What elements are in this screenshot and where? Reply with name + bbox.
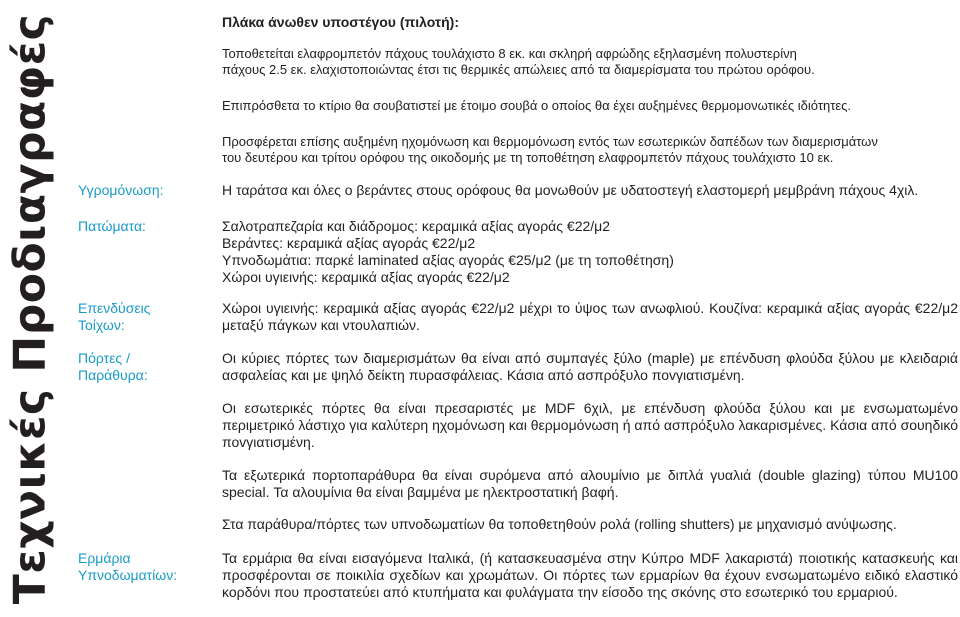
doors-label-line1: Πόρτες / bbox=[78, 350, 130, 366]
floors-line-2: Βεράντες: κεραμικά αξίας αγοράς €22/μ2 bbox=[222, 235, 476, 251]
wardrobes-label-line1: Ερμάρια bbox=[78, 550, 131, 566]
pilotis-paragraph-3 bbox=[222, 134, 958, 166]
doors-paragraph-1: Οι κύριες πόρτες των διαμερισμάτων θα είναι από συμπαγές ξύλο (maple) με επένδυση φλούδα ξύλου με κλειδαριά ασφαλείας και με ψηλό δείκτη πυρασφάλειας. Κάσια από ασπρόξυλο ποvγιατισμένη. bbox=[222, 350, 958, 383]
walls-label-line2: Τοίχων: bbox=[78, 317, 125, 333]
wardrobes-label bbox=[78, 550, 218, 584]
walls-text: Χώροι υγιεινής: κεραμικά αξίας αγοράς €22/μ2 μέχρι το ύψος των ανωφλιού. Κουζίνα: κεραμικά αξίας αγοράς €22/μ2 μεταξύ πάγκων και ντουλαπιών. bbox=[222, 300, 958, 333]
pilotis-paragraph-2: Επιπρόσθετα το κτίριο θα σουβατιστεί με έτοιμο σουβά ο οποίος θα έχει αυξημένες θερμομονωτικές ιδιότητες. bbox=[222, 98, 852, 113]
waterproofing-label: Υγρομόνωση: bbox=[78, 182, 164, 198]
pilotis-p1-line1: Τοποθετείται ελαφρομπετόν πάχους τουλάχιστο 8 εκ. και σκληρή αφρώδης εξηλασμένη πολυστερίνη bbox=[222, 46, 797, 61]
floors-label: Πατώματα: bbox=[78, 218, 146, 234]
floors-line-4: Χώροι υγιεινής: κεραμικά αξίας αγοράς €22/μ2 bbox=[222, 269, 510, 285]
floors-line-3: Υπνοδωμάτια: παρκέ laminated αξίας αγοράς €25/μ2 (με τη τοποθέτηση) bbox=[222, 252, 674, 268]
pilotis-p3-line2: του δευτέρου και τρίτου ορόφου της οικοδομής με τη τοποθέτηση ελαφρομπετόν πάχους τουλάχιστο 10 εκ. bbox=[222, 150, 834, 165]
pilotis-p1-line2: πάχους 2.5 εκ. ελαχιστοποιώντας έτσι τις θερμικές απώλειες από τα διαμερίσματα του πρώτου ορόφου. bbox=[222, 62, 815, 77]
floors-line-1: Σαλοτραπεζαρία και διάδρομος: κεραμικά αξίας αγοράς €22/μ2 bbox=[222, 218, 611, 234]
walls-label-line1: Επενδύσεις bbox=[78, 300, 151, 316]
walls-label bbox=[78, 300, 218, 334]
waterproofing-text: Η ταράτσα και όλες ο βεράντες στους ορόφους θα μονωθούν με υδατοστεγή ελαστομερή μεμβράνη πάχους 4χιλ. bbox=[222, 182, 919, 198]
doors-label bbox=[78, 350, 218, 384]
wardrobes-label-line2: Υπνοδωματίων: bbox=[78, 567, 178, 583]
pilotis-paragraph-1 bbox=[222, 46, 958, 78]
doors-paragraph-4: Στα παράθυρα/πόρτες των υπνοδωματίων θα τοποθετηθούν ρολά (rolling shutters) με μηχανισμό ανύψωσης. bbox=[222, 516, 897, 532]
vertical-page-title bbox=[0, 0, 60, 617]
doors-label-line2: Παράθυρα: bbox=[78, 367, 148, 383]
pilotis-heading: Πλάκα άνωθεν υποστέγου (πιλοτή): bbox=[222, 14, 459, 30]
doors-paragraph-2: Οι εσωτερικές πόρτες θα είναι πρεσαριστές με MDF 6χιλ, με επένδυση φλούδα ξύλου και με ενσωματωμένο περιμετρικό λάστιχο για καλύτερη ηχομόνωση και θερμομόνωση ή από ασπρόξυλο λακαρισμένες. Κάσια από σουηδικό ποvγιατισμένη. bbox=[222, 400, 958, 450]
floors-text bbox=[222, 218, 958, 286]
doors-paragraph-3: Τα εξωτερικά πορτοπαράθυρα θα είναι συρόμενα από αλουμίνιο με διπλά γυαλιά (double glazing) τύπου MU100 special. Τα αλουμίνια θα είναι βαμμένα με ηλεκτροστατική βαφή. bbox=[222, 467, 958, 500]
wardrobes-text: Τα ερμάρια θα είναι εισαγόμενα Ιταλικά, (ή κατασκευασμένα στην Κύπρο MDF λακαριστά) ποιοτικής κατασκευής και προσφέρονται σε ποικιλία σχεδίων και χρωμάτων. Οι πόρτες των ερμαρίων θα έχουν ενσωματωμένο ειδικό ελαστικό κορδόνι που προστατεύει από κτυπήματα και φυλάγματα την είσοδο της σκόνης στο εσωτερικό του ερμαριού. bbox=[222, 550, 958, 600]
pilotis-p3-line1: Προσφέρεται επίσης αυξημένη ηχομόνωση και θερμομόνωση εντός των εσωτερικών δαπέδων των διαμερισμάτων bbox=[222, 134, 878, 149]
page-title: Τεχνικές Προδιαγραφές bbox=[4, 13, 56, 604]
